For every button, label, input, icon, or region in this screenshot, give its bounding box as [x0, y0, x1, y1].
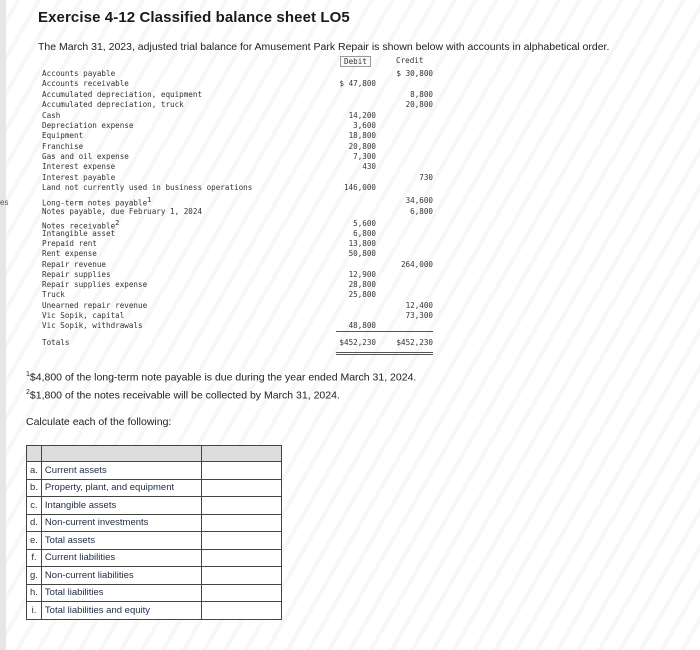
account-name	[42, 183, 252, 192]
footnote-2	[26, 389, 340, 402]
account-name	[42, 270, 111, 279]
footnote-2-text: $1,800 of the notes receivable will be collected by March 31, 2024.	[29, 389, 340, 402]
answer-cell	[201, 462, 281, 480]
account-name	[42, 100, 184, 109]
header-cell-letter	[27, 446, 42, 462]
account-name-text: Notes receivable	[42, 221, 116, 231]
account-row	[38, 290, 433, 300]
answer-row	[27, 602, 282, 620]
account-row	[38, 311, 433, 321]
answer-cell	[201, 532, 281, 550]
totals-row	[38, 338, 433, 348]
account-row	[38, 219, 433, 229]
answer-input[interactable]	[202, 550, 281, 567]
answer-cell	[201, 584, 281, 602]
debit-amount: 18,800	[348, 131, 376, 140]
answer-input[interactable]	[202, 462, 281, 479]
account-name-text: Accumulated depreciation, truck	[42, 100, 184, 109]
account-name	[42, 260, 106, 269]
account-row	[38, 173, 433, 183]
credit-amount: 12,400	[405, 301, 433, 310]
question-letter: g.	[27, 567, 42, 585]
answer-input[interactable]	[202, 480, 281, 497]
account-name-text: Intangible asset	[42, 229, 116, 238]
question-letter: a.	[27, 462, 42, 480]
header-cell-label	[41, 446, 201, 462]
answer-cell	[201, 514, 281, 532]
debit-amount: 25,800	[348, 290, 376, 299]
answer-row	[27, 532, 282, 550]
debit-amount: 48,800	[348, 321, 376, 330]
account-name-text: Accumulated depreciation, equipment	[42, 90, 203, 99]
double-underline-top	[336, 352, 433, 353]
debit-amount: $ 47,800	[339, 79, 376, 88]
credit-header: Credit	[396, 56, 424, 65]
question-label: Property, plant, and equipment	[41, 479, 201, 497]
answer-cell	[201, 567, 281, 585]
edge-fragment-text: es	[0, 198, 9, 207]
question-label: Intangible assets	[41, 497, 201, 515]
question-letter: i.	[27, 602, 42, 620]
account-row	[38, 229, 433, 239]
account-name-text: Vic Sopik, capital	[42, 311, 125, 320]
debit-amount: 3,600	[353, 121, 376, 130]
account-name	[42, 338, 69, 347]
credit-amount: 73,300	[405, 311, 433, 320]
debit-amount: 20,800	[348, 142, 376, 151]
account-name-text: Long-term notes payable	[42, 198, 148, 208]
account-row	[38, 196, 433, 206]
question-letter: e.	[27, 532, 42, 550]
account-name-text: Notes payable, due February 1, 2024	[42, 207, 203, 216]
question-letter: c.	[27, 497, 42, 515]
account-row	[38, 131, 433, 141]
account-name	[42, 131, 83, 140]
debit-amount: 12,900	[348, 270, 376, 279]
account-row	[38, 260, 433, 270]
debit-amount: 14,200	[348, 111, 376, 120]
totals-rule	[336, 331, 433, 332]
account-name	[42, 301, 147, 310]
account-name-text: Interest expense	[42, 162, 116, 171]
header-cell-answer	[201, 446, 281, 462]
answer-input[interactable]	[202, 515, 281, 532]
answer-input[interactable]	[202, 497, 281, 514]
account-name	[42, 280, 147, 289]
account-name	[42, 321, 143, 330]
question-letter: f.	[27, 549, 42, 567]
account-name	[42, 229, 115, 238]
account-name	[42, 121, 133, 130]
footnote-1	[26, 371, 416, 384]
account-row	[38, 121, 433, 131]
credit-amount: 6,800	[410, 207, 433, 216]
answer-cell	[201, 602, 281, 620]
account-row	[38, 239, 433, 249]
debit-amount: 146,000	[343, 183, 376, 192]
question-letter: b.	[27, 479, 42, 497]
account-name	[42, 239, 97, 248]
answer-row	[27, 549, 282, 567]
double-underline-bottom	[336, 354, 433, 355]
credit-amount: 8,800	[410, 90, 433, 99]
account-row	[38, 100, 433, 110]
debit-header: Debit	[340, 56, 371, 67]
account-row	[38, 111, 433, 121]
answer-cell	[201, 497, 281, 515]
debit-amount: 7,300	[353, 152, 376, 161]
question-label: Total liabilities	[41, 584, 201, 602]
footnote-marker: 1	[147, 196, 152, 204]
account-name-text: Interest payable	[42, 173, 116, 182]
answer-input[interactable]	[202, 585, 281, 602]
answer-row	[27, 567, 282, 585]
credit-amount: 264,000	[400, 260, 433, 269]
account-name-text: Accounts receivable	[42, 79, 129, 88]
account-name	[42, 207, 202, 216]
account-name	[42, 249, 97, 258]
account-name	[42, 196, 151, 208]
debit-amount: $452,230	[339, 338, 376, 347]
question-label: Non-current investments	[41, 514, 201, 532]
account-name	[42, 152, 129, 161]
question-letter: d.	[27, 514, 42, 532]
account-name-text: Accounts payable	[42, 69, 116, 78]
intro-text: The March 31, 2023, adjusted trial balance for Amusement Park Repair is shown below with accounts in alphabetical order.	[38, 41, 610, 53]
trial-balance	[38, 56, 433, 356]
debit-amount: 5,600	[353, 219, 376, 228]
account-name-text: Cash	[42, 111, 61, 120]
question-label: Total liabilities and equity	[41, 602, 201, 620]
account-name	[42, 111, 60, 120]
answer-row	[27, 479, 282, 497]
account-name	[42, 290, 65, 299]
account-name	[42, 162, 115, 171]
answer-row	[27, 462, 282, 480]
answer-input[interactable]	[202, 567, 281, 584]
answer-row	[27, 514, 282, 532]
account-name-text: Repair supplies expense	[42, 280, 148, 289]
account-name-text: Franchise	[42, 142, 84, 151]
account-row	[38, 79, 433, 89]
account-row	[38, 301, 433, 311]
account-name-text: Land not currently used in business operations	[42, 183, 253, 192]
answer-input[interactable]	[202, 532, 281, 549]
credit-amount: $ 30,800	[396, 69, 433, 78]
debit-amount: 430	[362, 162, 376, 171]
account-row	[38, 142, 433, 152]
answer-table-header-row	[27, 446, 282, 462]
account-name-text: Equipment	[42, 131, 84, 140]
account-name-text: Totals	[42, 338, 70, 347]
answer-cell	[201, 479, 281, 497]
account-row	[38, 183, 433, 193]
account-row	[38, 90, 433, 100]
footnote-2-mark: 2	[26, 389, 30, 396]
answer-input[interactable]	[202, 602, 281, 619]
account-name-text: Vic Sopik, withdrawals	[42, 321, 143, 330]
account-name-text: Prepaid rent	[42, 239, 97, 248]
account-name	[42, 311, 124, 320]
account-row	[38, 69, 433, 79]
account-row	[38, 249, 433, 259]
question-label: Current liabilities	[41, 549, 201, 567]
debit-amount: 50,800	[348, 249, 376, 258]
footnote-1-text: $4,800 of the long-term note payable is due during the year ended March 31, 2024.	[29, 371, 417, 384]
footnote-1-mark: 1	[26, 371, 30, 378]
page-title: Exercise 4-12 Classified balance sheet LO5	[38, 9, 350, 26]
account-name	[42, 142, 83, 151]
account-name-text: Depreciation expense	[42, 121, 134, 130]
left-panel-edge	[0, 0, 9, 650]
account-row	[38, 321, 433, 331]
account-row	[38, 152, 433, 162]
credit-amount: 34,600	[405, 196, 433, 205]
instruction-prompt: Calculate each of the following:	[26, 416, 172, 428]
account-name-text: Truck	[42, 290, 65, 299]
account-name-text: Repair revenue	[42, 260, 107, 269]
debit-amount: 6,800	[353, 229, 376, 238]
answer-row	[27, 497, 282, 515]
account-name	[42, 173, 115, 182]
account-row	[38, 162, 433, 172]
question-label: Non-current liabilities	[41, 567, 201, 585]
account-name	[42, 69, 115, 78]
answer-table	[26, 445, 282, 620]
account-row	[38, 207, 433, 217]
account-name	[42, 79, 129, 88]
credit-amount: $452,230	[396, 338, 433, 347]
account-row	[38, 270, 433, 280]
account-name-text: Gas and oil expense	[42, 152, 129, 161]
account-name-text: Unearned repair revenue	[42, 301, 148, 310]
account-name-text: Rent expense	[42, 249, 97, 258]
question-label: Current assets	[41, 462, 201, 480]
answer-cell	[201, 549, 281, 567]
account-row	[38, 280, 433, 290]
credit-amount: 20,800	[405, 100, 433, 109]
debit-amount: 28,800	[348, 280, 376, 289]
question-label: Total assets	[41, 532, 201, 550]
question-letter: h.	[27, 584, 42, 602]
account-name-text: Repair supplies	[42, 270, 111, 279]
answer-row	[27, 584, 282, 602]
credit-amount: 730	[419, 173, 433, 182]
account-name	[42, 90, 202, 99]
debit-amount: 13,800	[348, 239, 376, 248]
footnote-marker: 2	[115, 219, 120, 227]
